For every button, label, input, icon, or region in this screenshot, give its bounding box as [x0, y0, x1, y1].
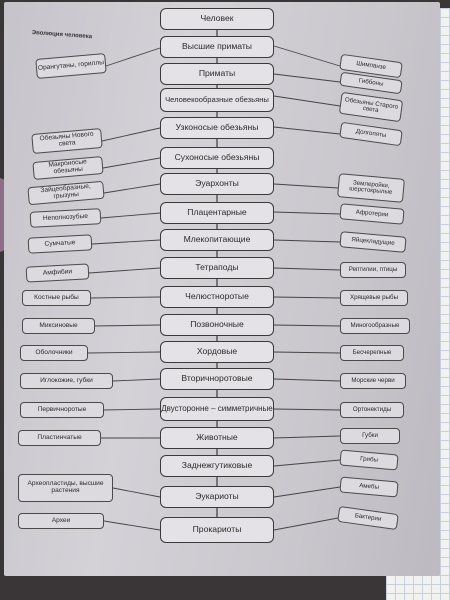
- branch-miksinovye: Миксиновые: [22, 318, 95, 334]
- branch-orangutany: Орангутаны, гориллы: [35, 53, 106, 79]
- node-zhivotnye: Животные: [160, 427, 274, 449]
- branch-ortonektidy: Ортонектиды: [340, 402, 404, 418]
- branch-iglokozhie: Иглокожие, губки: [20, 373, 113, 389]
- branch-hryaschevye-ryby: Хрящевые рыбы: [340, 290, 408, 306]
- node-vysshie-primaty: Высшие приматы: [160, 36, 274, 58]
- node-dvustoronne-simmetrichnye: Двусторонне – симметричные: [160, 397, 274, 421]
- branch-griby: Грибы: [339, 450, 398, 471]
- node-eukarioty: Эукариоты: [160, 486, 274, 508]
- node-primaty: Приматы: [160, 63, 274, 85]
- branch-arheoplastidy: Археопластиды, высшие растения: [18, 474, 113, 502]
- node-placentarnye: Плацентарные: [160, 202, 274, 224]
- branch-makronosye: Макроносые обезьяны: [32, 156, 103, 180]
- branch-pervichnorotye: Первичноротые: [20, 402, 104, 418]
- branch-sumchatye: Сумчатые: [28, 234, 93, 253]
- branch-afroterii: Афротерии: [339, 203, 404, 225]
- page-heading: Эволюция человека: [31, 30, 93, 41]
- node-vtorichnorotovye: Вторичноротовые: [160, 368, 274, 390]
- node-tetrapody: Тетраподы: [160, 257, 274, 279]
- right-connectors: [274, 46, 340, 530]
- branch-beschrepnye: Бесчерепные: [340, 345, 404, 361]
- node-chelovek: Человек: [160, 8, 274, 30]
- branch-shimpanze: Шимпанзе: [339, 54, 403, 78]
- node-uzkonosye: Узконосые обезьяны: [160, 117, 274, 139]
- branch-amfibii: Амфибии: [26, 263, 90, 282]
- branch-arhei: Археи: [18, 513, 104, 529]
- node-pozvonochnye: Позвоночные: [160, 314, 274, 336]
- branch-kostnye-ryby: Костные рыбы: [22, 290, 91, 306]
- branch-yaytsekladuschie: Яйцекладущие: [339, 231, 406, 253]
- node-hordovye: Хордовые: [160, 341, 274, 363]
- branch-zemleroyki: Землеройки, шерстокрылые: [337, 173, 405, 203]
- branch-morskie-chervi: Морские черви: [340, 373, 406, 389]
- node-mlekopitayuschie: Млекопитающие: [160, 229, 274, 251]
- branch-nepolnozubye: Неполнозубые: [30, 208, 102, 228]
- node-euarhonty: Эуархонты: [160, 173, 274, 195]
- branch-obolochniki: Оболочники: [20, 345, 88, 361]
- branch-bakterii: Бактерии: [337, 506, 399, 530]
- left-connectors: [88, 48, 160, 530]
- node-suhonosye: Сухоносые обезьяны: [160, 147, 274, 169]
- branch-obezyany-novogo-sveta: Обезьяны Нового света: [31, 128, 102, 154]
- branch-dolgopyaty: Долгопяты: [339, 122, 403, 146]
- node-prokarioty: Прокариоты: [160, 517, 274, 543]
- branch-gibbony: Гиббоны: [339, 72, 402, 94]
- branch-gubki: Губки: [340, 428, 400, 444]
- node-zadnezhgutikovye: Заднежгутиковые: [160, 455, 274, 477]
- branch-zaitseobraznye: Зайцеобразные, грызуны: [27, 181, 104, 206]
- branch-plastinchatye: Пластинчатые: [18, 430, 101, 446]
- node-chelovekoobraznye: Человекообразные обезьяны: [160, 88, 274, 112]
- branch-reptilii-ptitsy: Рептилии, птицы: [340, 262, 406, 278]
- branch-obezyany-starogo-sveta: Обезьяны Старого света: [339, 92, 403, 122]
- node-chelyustnorotye: Челюстноротые: [160, 286, 274, 308]
- branch-minogoobraznye: Миногообразные: [340, 318, 410, 334]
- branch-ameby: Амебы: [339, 477, 398, 498]
